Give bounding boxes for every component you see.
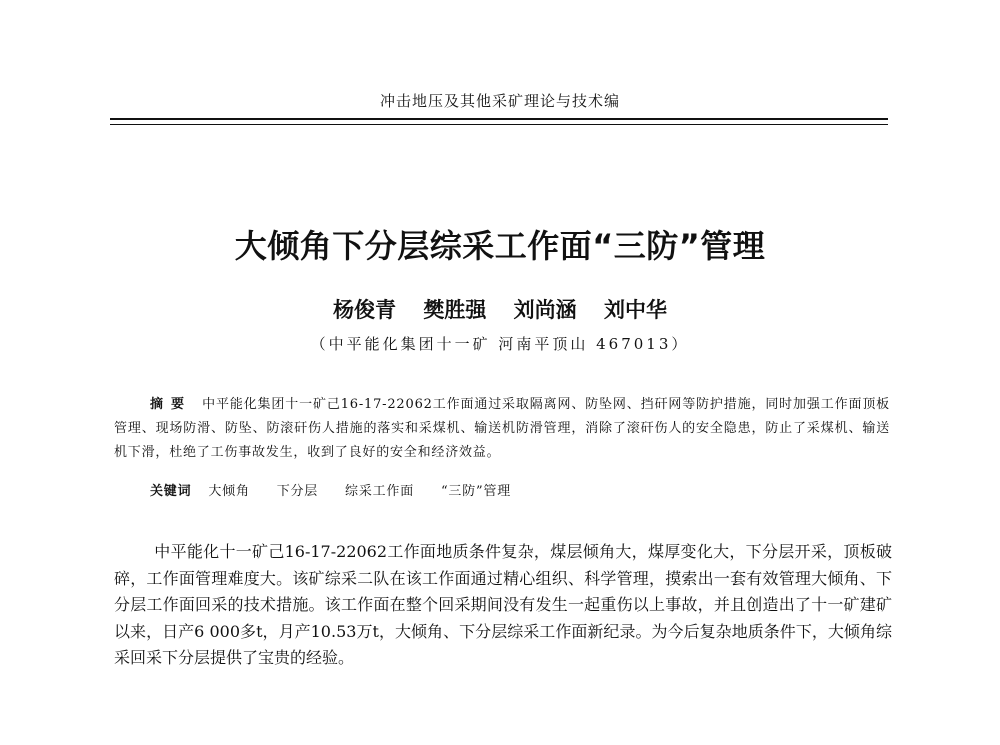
abstract — [114, 393, 890, 465]
header-rule-thin — [110, 124, 888, 125]
body-paragraph-text: 中平能化十一矿己16-17-22062工作面地质条件复杂，煤层倾角大，煤厚变化大，下分层开采，顶板破碎，工作面管理难度大。该矿综采二队在该工作面通过精心组织、科学管理，摸索出一套有效管理大倾角、下分层工作面回采的技术措施。该工作面在整个回采期间没有发生一起重伤以上事故，并且创造出了十一矿建矿以来，日产6 000多t，月产10.53万t，大倾角、下分层综采工作面新纪录。为今后复杂地质条件下，大倾角综采回采下分层提供了宝贵的经验。 — [114, 542, 892, 667]
keyword-item: 大倾角 — [208, 484, 250, 499]
keywords — [150, 480, 890, 504]
keyword-item: 下分层 — [276, 484, 319, 499]
paper-title: 大倾角下分层综采工作面“三防”管理 — [234, 227, 766, 265]
header-rule-thick — [110, 118, 888, 120]
keyword-item: “三防”管理 — [440, 484, 512, 499]
keywords-label: 关键词 — [150, 484, 192, 499]
running-head: 冲击地压及其他采矿理论与技术编 — [379, 92, 620, 110]
paper-affiliation: （中平能化集团十一矿 河南平顶山 467013） — [310, 335, 690, 353]
paper-authors: 杨俊青 樊胜强 刘尚涵 刘中华 — [333, 297, 667, 322]
body-paragraph — [114, 539, 892, 672]
keyword-item: 综采工作面 — [345, 484, 415, 499]
abstract-label: 摘要 — [150, 397, 193, 412]
abstract-text: 中平能化集团十一矿己16-17-22062工作面通过采取隔离网、防坠网、挡矸网等防护措施，同时加强工作面顶板管理、现场防滑、防坠、防滚矸伤人措施的落实和采煤机、输送机防滑管理，消除了滚矸伤人的安全隐患，防止了采煤机、输送机下滑，杜绝了工伤事故发生，收到了良好的安全和经济效益。 — [114, 397, 890, 460]
